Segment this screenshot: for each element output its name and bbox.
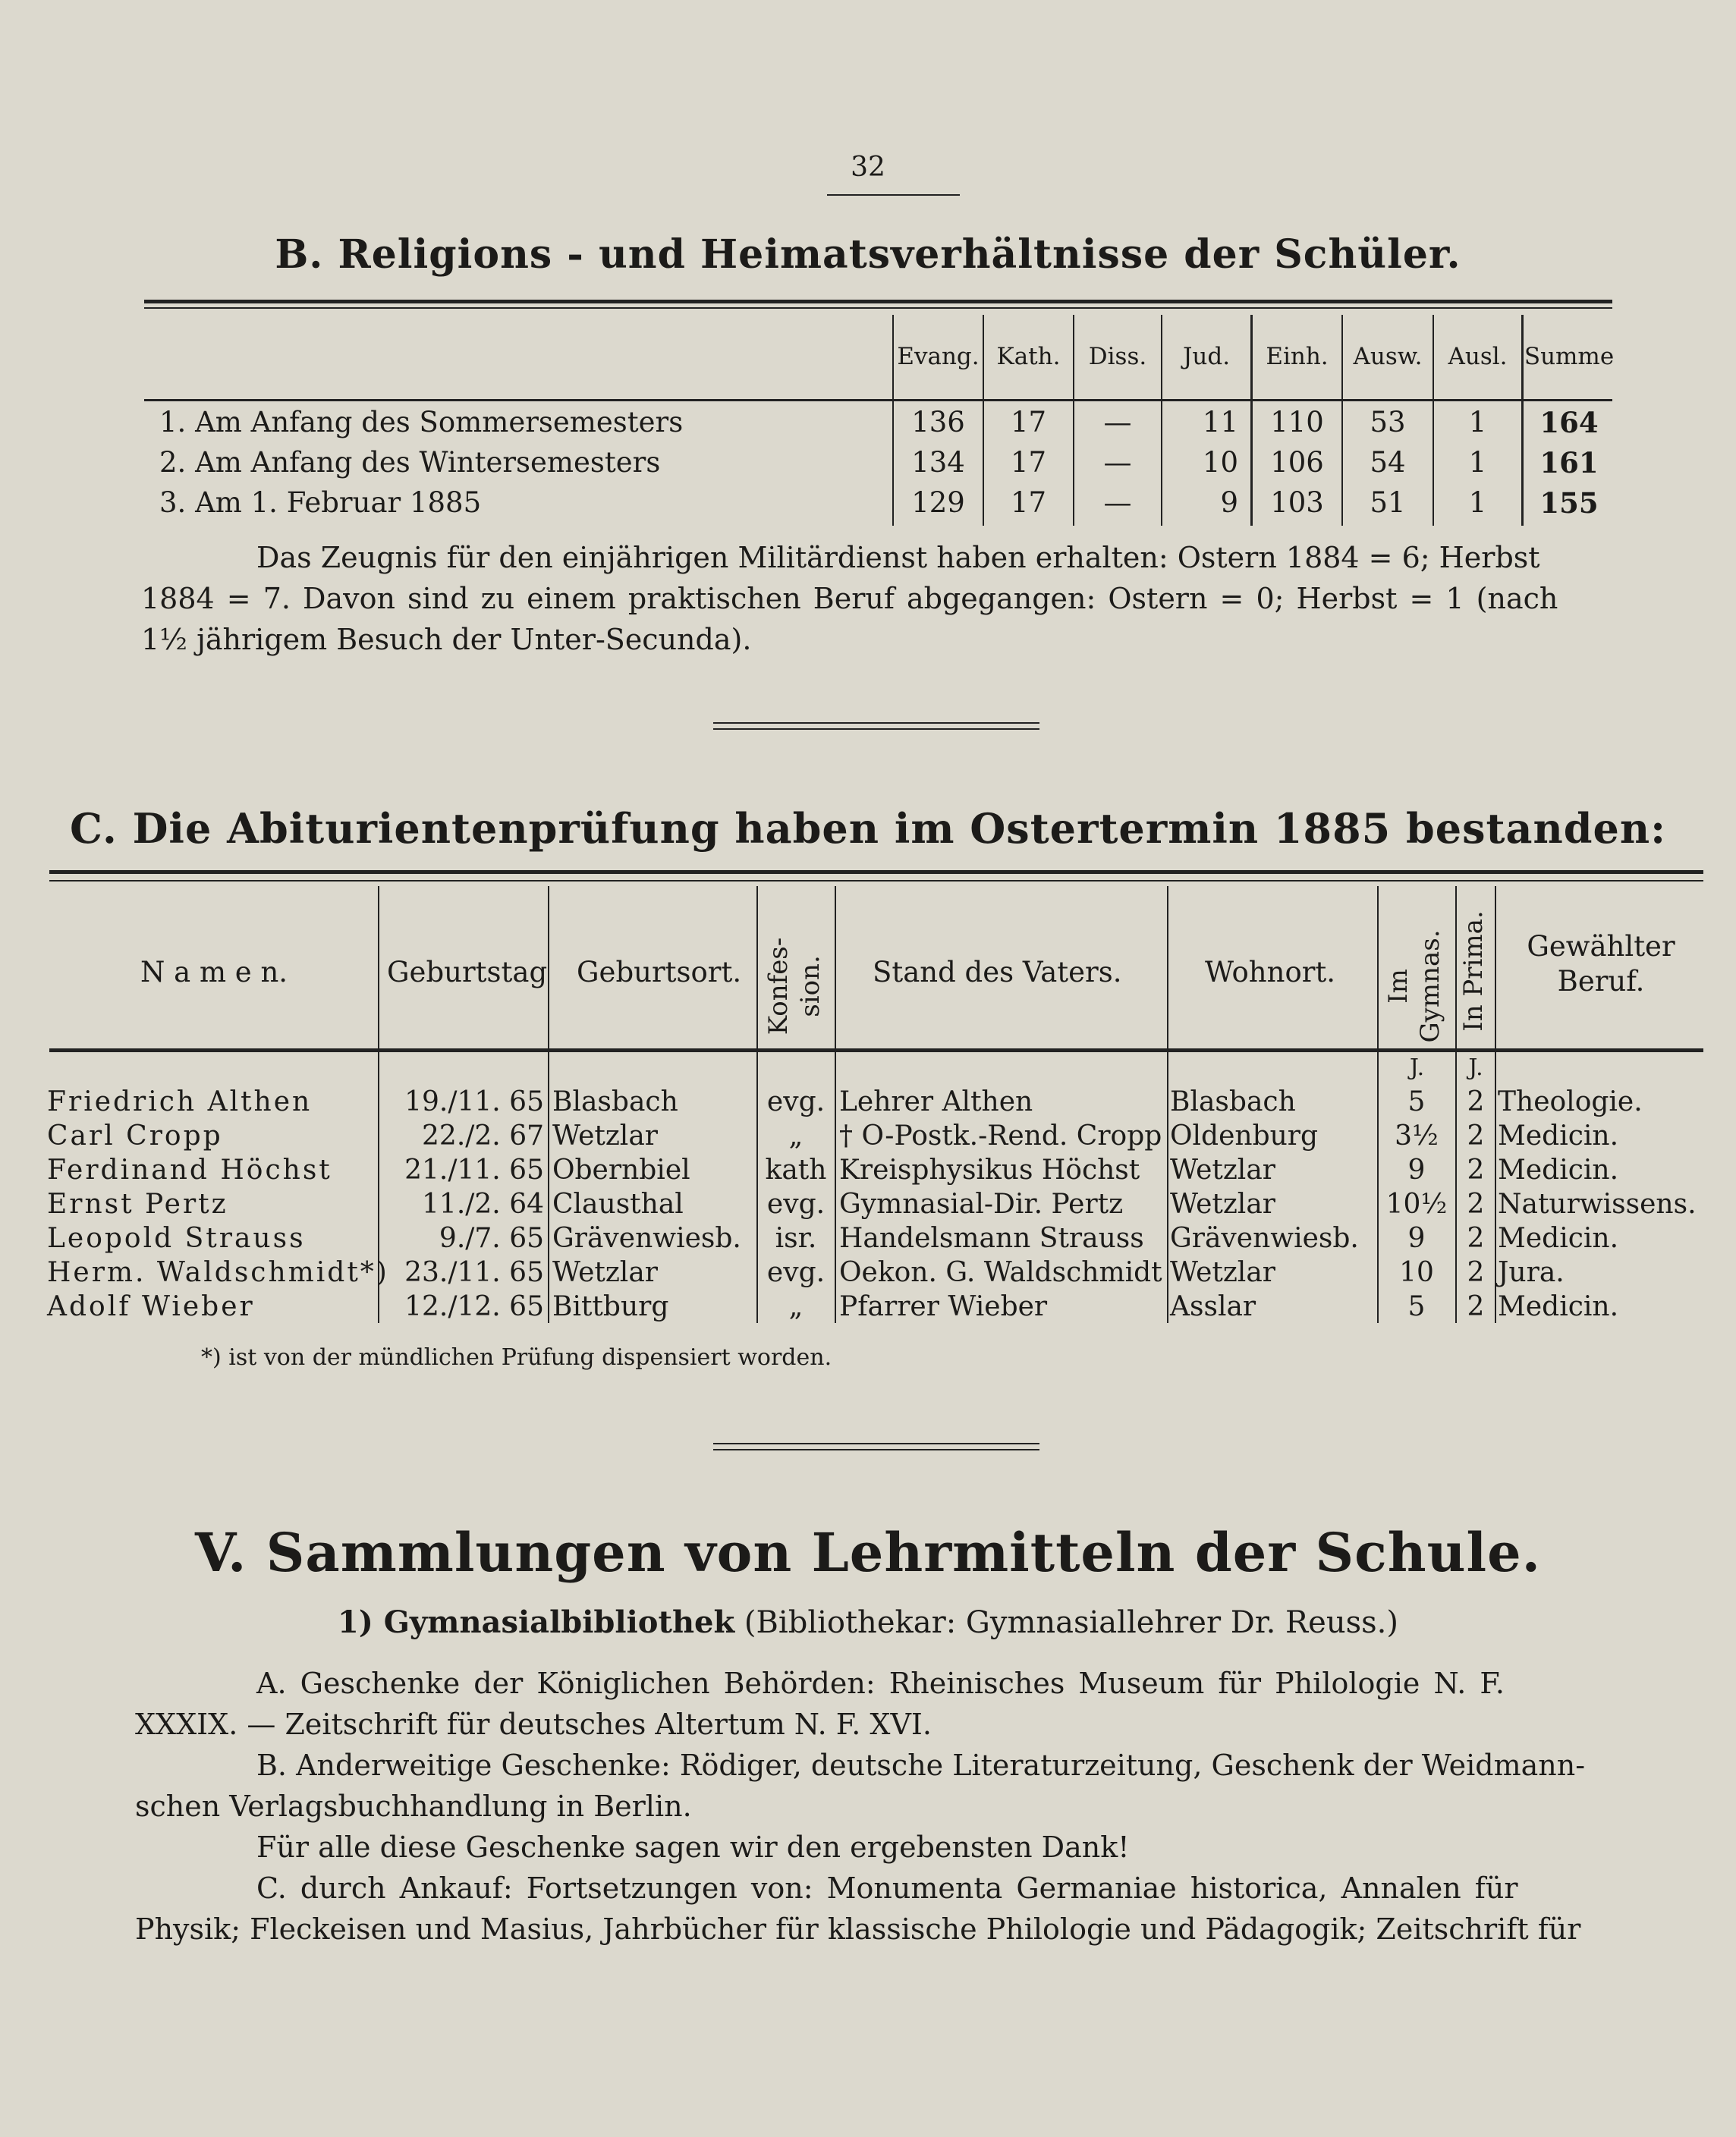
cell-name: Leopold Strauss bbox=[47, 1223, 306, 1254]
cell-prima: 2 bbox=[1467, 1086, 1485, 1117]
header-confession: Konfes- sion. bbox=[763, 937, 826, 1036]
cell-father: Handelsmann Strauss bbox=[839, 1223, 1144, 1254]
header-career: Gewählter Beruf. bbox=[1527, 930, 1675, 998]
cell: 103 bbox=[1270, 486, 1324, 519]
cell-residence: Wetzlar bbox=[1170, 1155, 1275, 1186]
cell: 164 bbox=[1539, 406, 1599, 439]
cell: 53 bbox=[1370, 406, 1406, 438]
subtitle-rest: (Bibliothekar: Gymnasiallehrer Dr. Reuss.) bbox=[734, 1605, 1398, 1640]
header-evang: Evang. bbox=[897, 343, 980, 370]
cell-residence: Blasbach bbox=[1170, 1086, 1296, 1117]
cell-career: Jura. bbox=[1498, 1257, 1565, 1288]
cell-prima: 2 bbox=[1467, 1223, 1485, 1254]
header-gymnas: Im Gymnas. bbox=[1383, 929, 1445, 1043]
cell-residence: Wetzlar bbox=[1170, 1189, 1275, 1220]
subtitle-bold: 1) Gymnasialbibliothek bbox=[338, 1604, 735, 1640]
cell: 1 bbox=[1468, 406, 1487, 438]
section-v-line-1: A. Geschenke der Königlichen Behörden: Rheinisches Museum für Philologie N. F. bbox=[256, 1667, 1505, 1700]
cell-prima: 2 bbox=[1467, 1189, 1485, 1220]
religion-table-header-rule bbox=[144, 399, 1612, 401]
separator bbox=[713, 1443, 1039, 1444]
cell-father: Kreisphysikus Höchst bbox=[839, 1155, 1140, 1186]
section-b-note-3: 1½ jährigem Besuch der Unter-Secunda). bbox=[141, 623, 752, 656]
row-label: 3. Am 1. Februar 1885 bbox=[159, 486, 482, 519]
section-b-title: B. Religions - und Heimatsverhältnisse der Schüler. bbox=[275, 231, 1461, 278]
cell-father: † O-Postk.-Rend. Cropp bbox=[839, 1120, 1162, 1152]
cell-birthday: 21./11. 65 bbox=[404, 1155, 544, 1186]
section-c-top-rule bbox=[49, 870, 1703, 874]
cell-prima: 2 bbox=[1467, 1120, 1485, 1152]
cell-gymnas: 5 bbox=[1407, 1291, 1426, 1322]
cell: 110 bbox=[1270, 406, 1324, 438]
cell-career: Medicin. bbox=[1498, 1155, 1619, 1186]
header-einh: Einh. bbox=[1266, 343, 1329, 370]
cell: — bbox=[1103, 446, 1132, 479]
cell-birthplace: Wetzlar bbox=[552, 1120, 658, 1152]
cell-prima: 2 bbox=[1467, 1257, 1485, 1288]
col-sep bbox=[835, 886, 836, 1323]
section-b-top-rule bbox=[144, 300, 1612, 303]
cell-birthday: 11./2. 64 bbox=[422, 1189, 544, 1220]
cell: 155 bbox=[1539, 486, 1599, 520]
header-prima: In Prima. bbox=[1458, 910, 1489, 1032]
row-label: 2. Am Anfang des Wintersemesters bbox=[159, 446, 661, 479]
section-c-top-rule-2 bbox=[49, 880, 1703, 882]
unit-prima: J. bbox=[1468, 1054, 1483, 1081]
section-v-line-6: C. durch Ankauf: Fortsetzungen von: Monumenta Germaniae historica, Annalen für bbox=[256, 1871, 1518, 1905]
header-ausw: Ausw. bbox=[1353, 343, 1423, 370]
cell-career: Theologie. bbox=[1498, 1086, 1643, 1117]
section-v-line-5: Für alle diese Geschenke sagen wir den ergebensten Dank! bbox=[256, 1831, 1130, 1864]
cell-residence: Asslar bbox=[1170, 1291, 1256, 1322]
section-v-line-3: B. Anderweitige Geschenke: Rödiger, deutsche Literaturzeitung, Geschenk der Weidmann- bbox=[256, 1749, 1586, 1782]
cell-gymnas: 5 bbox=[1407, 1086, 1426, 1117]
page-number: 32 bbox=[851, 152, 885, 183]
cell-gymnas: 9 bbox=[1407, 1223, 1426, 1254]
cell-father: Oekon. G. Waldschmidt bbox=[839, 1257, 1162, 1288]
cell-residence: Oldenburg bbox=[1170, 1120, 1319, 1152]
cell: 9 bbox=[1220, 486, 1238, 519]
cell-birthplace: Wetzlar bbox=[552, 1257, 658, 1288]
cell: 10 bbox=[1202, 446, 1238, 479]
section-b-note-1: Das Zeugnis für den einjährigen Militärdienst haben erhalten: Ostern 1884 = 6; Herbst bbox=[256, 541, 1540, 574]
cell-birthplace: Obernbiel bbox=[552, 1155, 690, 1186]
cell: 161 bbox=[1539, 446, 1599, 479]
cell-father: Lehrer Althen bbox=[839, 1086, 1033, 1117]
col-sep bbox=[548, 886, 549, 1323]
section-c-title: C. Die Abiturientenprüfung haben im Ostertermin 1885 bestanden: bbox=[69, 804, 1667, 853]
section-v-line-4: schen Verlagsbuchhandlung in Berlin. bbox=[135, 1790, 692, 1823]
cell-career: Naturwissens. bbox=[1498, 1189, 1697, 1220]
cell-name: Friedrich Althen bbox=[47, 1086, 313, 1117]
cell-birthplace: Grävenwiesb. bbox=[552, 1223, 741, 1254]
cell: 17 bbox=[1010, 446, 1047, 479]
section-b-top-rule-2 bbox=[144, 307, 1612, 309]
separator bbox=[713, 1449, 1039, 1450]
section-v-line-7: Physik; Fleckeisen und Masius, Jahrbücher für klassische Philologie und Pädagogik; Zeitschrift für bbox=[135, 1912, 1581, 1946]
separator bbox=[713, 722, 1039, 724]
cell-gymnas: 3½ bbox=[1395, 1120, 1439, 1152]
cell-confession: evg. bbox=[766, 1189, 826, 1220]
cell-name: Herm. Waldschmidt*) bbox=[47, 1257, 389, 1288]
cell-confession: „ bbox=[788, 1291, 804, 1322]
cell-career: Medicin. bbox=[1498, 1120, 1619, 1152]
cell-career: Medicin. bbox=[1498, 1223, 1619, 1254]
cell: 11 bbox=[1202, 406, 1238, 438]
cell-prima: 2 bbox=[1467, 1291, 1485, 1322]
col-sep bbox=[1167, 886, 1168, 1323]
cell-residence: Wetzlar bbox=[1170, 1257, 1275, 1288]
cell-confession: evg. bbox=[766, 1086, 826, 1117]
cell-name: Carl Cropp bbox=[47, 1120, 223, 1152]
header-ausl: Ausl. bbox=[1448, 343, 1508, 370]
cell: 134 bbox=[911, 446, 965, 479]
cell-career: Medicin. bbox=[1498, 1291, 1619, 1322]
cell-confession: evg. bbox=[766, 1257, 826, 1288]
cell: — bbox=[1103, 486, 1132, 519]
cell: 54 bbox=[1370, 446, 1406, 479]
section-v-subtitle bbox=[0, 1604, 1736, 1640]
cell-father: Gymnasial-Dir. Pertz bbox=[839, 1189, 1124, 1220]
separator bbox=[713, 728, 1039, 730]
header-diss: Diss. bbox=[1088, 343, 1147, 370]
cell-gymnas: 9 bbox=[1407, 1155, 1426, 1186]
cell-residence: Grävenwiesb. bbox=[1170, 1223, 1359, 1254]
cell-name: Ernst Pertz bbox=[47, 1189, 228, 1220]
section-c-footnote: *) ist von der mündlichen Prüfung dispensiert worden. bbox=[201, 1344, 832, 1371]
cell-birthday: 12./12. 65 bbox=[404, 1291, 544, 1322]
header-birthplace: Geburtsort. bbox=[577, 956, 742, 988]
cell-birthday: 22./2. 67 bbox=[422, 1120, 544, 1152]
cell: 17 bbox=[1010, 406, 1047, 438]
cell-confession: kath bbox=[765, 1155, 827, 1186]
header-birthday: Geburtstag bbox=[387, 956, 548, 988]
section-v-title: V. Sammlungen von Lehrmitteln der Schule. bbox=[194, 1521, 1542, 1584]
page-number-rule bbox=[827, 194, 960, 196]
cell-birthday: 23./11. 65 bbox=[404, 1257, 544, 1288]
cell: 51 bbox=[1370, 486, 1406, 519]
cell: 136 bbox=[911, 406, 965, 438]
cell-gymnas: 10 bbox=[1399, 1257, 1434, 1288]
col-sep bbox=[1377, 886, 1379, 1323]
cell-gymnas: 10½ bbox=[1385, 1189, 1448, 1220]
cell: 1 bbox=[1468, 446, 1487, 479]
cell-birthplace: Bittburg bbox=[552, 1291, 669, 1322]
cell: 1 bbox=[1468, 486, 1487, 519]
header-name: N a m e n. bbox=[140, 956, 288, 988]
cell: 106 bbox=[1270, 446, 1324, 479]
unit-gymnas: J. bbox=[1409, 1054, 1425, 1081]
cell-birthplace: Clausthal bbox=[552, 1189, 684, 1220]
cell-birthplace: Blasbach bbox=[552, 1086, 678, 1117]
cell-name: Adolf Wieber bbox=[47, 1291, 255, 1322]
header-father: Stand des Vaters. bbox=[873, 956, 1122, 988]
col-sep bbox=[1495, 886, 1496, 1323]
header-summe: Summe bbox=[1524, 343, 1615, 370]
header-kath: Kath. bbox=[996, 343, 1061, 370]
cell: 129 bbox=[911, 486, 965, 519]
cell-father: Pfarrer Wieber bbox=[839, 1291, 1048, 1322]
header-jud: Jud. bbox=[1182, 343, 1231, 370]
cell-birthday: 9./7. 65 bbox=[439, 1223, 544, 1254]
section-v-line-2: XXXIX. — Zeitschrift für deutsches Altertum N. F. XVI. bbox=[135, 1708, 932, 1741]
cell: 17 bbox=[1010, 486, 1047, 519]
header-residence: Wohnort. bbox=[1205, 956, 1336, 988]
cell-confession: isr. bbox=[775, 1223, 817, 1254]
cell-prima: 2 bbox=[1467, 1155, 1485, 1186]
section-b-note-2: 1884 = 7. Davon sind zu einem praktischen Beruf abgegangen: Ostern = 0; Herbst = 1 (nach bbox=[141, 582, 1558, 615]
cell-birthday: 19./11. 65 bbox=[404, 1086, 544, 1117]
row-label: 1. Am Anfang des Sommersemesters bbox=[159, 406, 684, 438]
cell-name: Ferdinand Höchst bbox=[47, 1155, 332, 1186]
cell-confession: „ bbox=[788, 1120, 804, 1152]
cell: — bbox=[1103, 406, 1132, 438]
